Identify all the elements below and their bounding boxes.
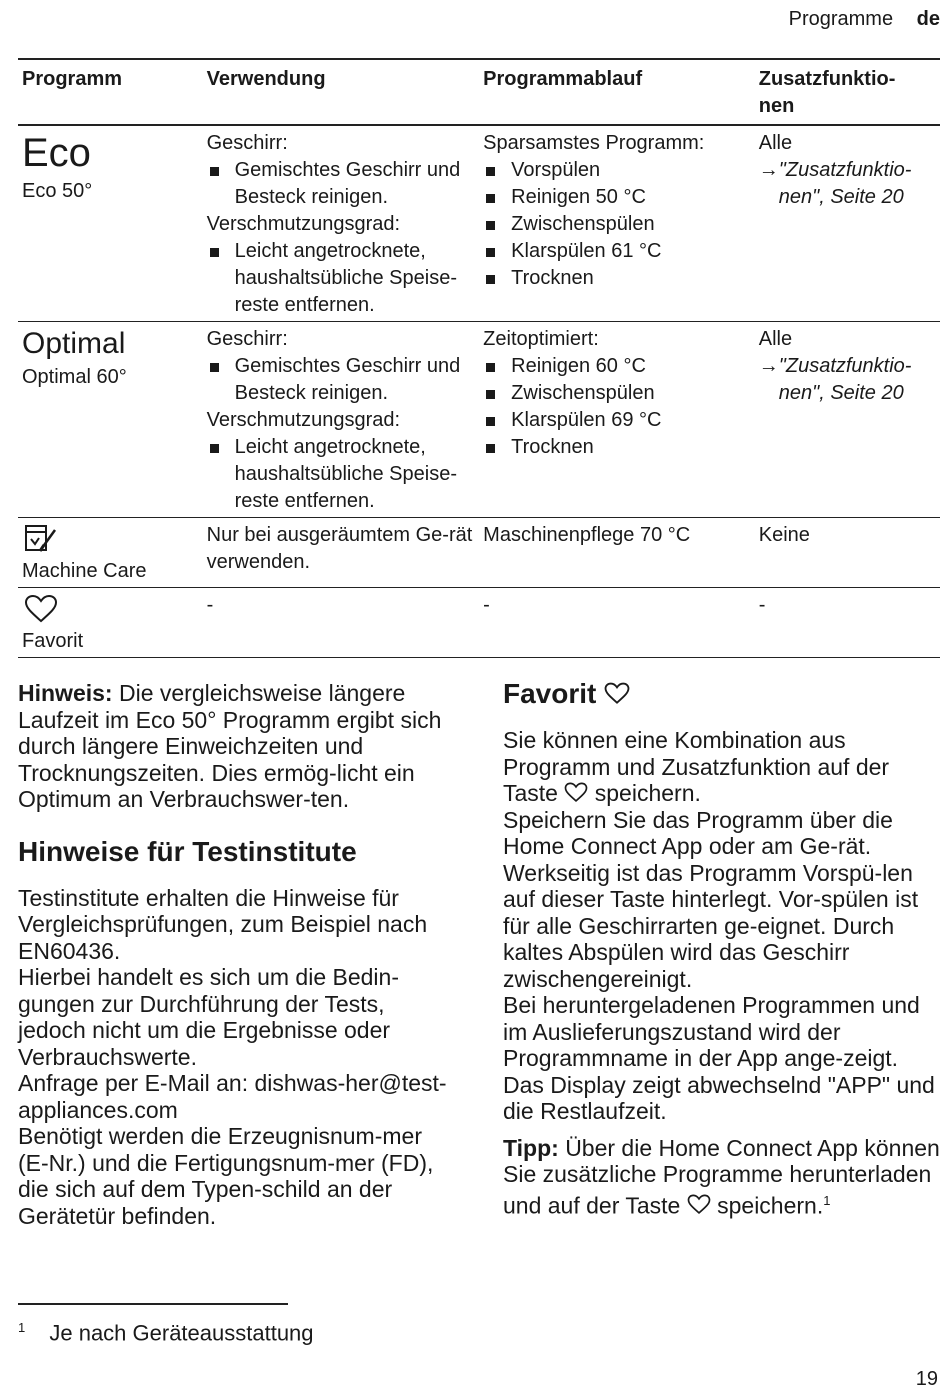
note-paragraph <box>18 680 458 813</box>
eco-symbol: Eco <box>22 131 91 175</box>
use-label: Geschirr: <box>206 132 288 154</box>
section-heading: Hinweise für Testinstitute <box>18 835 357 867</box>
use-label: Verschmutzungsgrad: <box>206 409 401 431</box>
program-cell <box>18 125 203 322</box>
list-item: Trocknen <box>483 434 751 461</box>
flow-cell <box>479 322 755 518</box>
left-column <box>18 680 458 1229</box>
footnote-text: Je nach Geräteausstattung <box>49 1320 314 1346</box>
table-row <box>18 518 940 588</box>
paragraph: Bei heruntergeladenen Programmen und im Auslieferungszustand wird der Programmname in der App ange-zeigt. Das Display zeigt abwechselnd "APP" und die Restlaufzeit. <box>503 992 935 1124</box>
paragraph: Benötigt werden die Erzeugnisnum-mer (E-Nr.) und die Fertigungsnum-mer (FD), die sich auf dem Typen-schild an der Gerätetür befinden. <box>18 1123 434 1229</box>
list-item: Reinigen 60 °C <box>483 353 751 380</box>
paragraph <box>503 727 943 807</box>
flow-label: Zeitoptimiert: <box>483 328 599 350</box>
heading-text: Favorit <box>503 678 597 709</box>
paragraph-text: Sie können eine Kombination aus Programm und Zusatzfunktion auf der Taste <box>503 727 890 806</box>
table-header-row <box>18 59 940 125</box>
right-column <box>503 677 943 1219</box>
column-header-flow: Programmablauf <box>483 68 643 90</box>
paragraph: Hierbei handelt es sich um die Bedin-gungen zur Durchführung der Tests, jedoch nicht um die Ergebnisse oder Verbrauchswerte. <box>18 964 399 1070</box>
use-cell <box>203 322 480 518</box>
flow-label: Sparsamstes Programm: <box>483 132 705 154</box>
flow-cell: Maschinenpflege 70 °C <box>483 524 691 546</box>
list-item: Zwischenspülen <box>483 380 751 407</box>
paragraph: Speichern Sie das Programm über die Home Connect App oder am Ge-rät. <box>503 806 893 859</box>
arrow-right-icon: → <box>758 355 779 377</box>
program-name: Machine Care <box>22 560 147 582</box>
list-item: Gemischtes Geschirr und Besteck reinigen. <box>207 353 476 407</box>
language-code: de <box>916 8 940 30</box>
page-header <box>789 8 940 31</box>
heart-icon <box>687 1192 711 1218</box>
optimal-symbol: Optimal <box>22 327 126 360</box>
section-title: Programme <box>788 8 894 30</box>
use-label: Verschmutzungsgrad: <box>206 213 401 235</box>
note-text: Die vergleichsweise längere Laufzeit im Eco 50° Programm ergibt sich durch längere Einweichzeiten und Trocknungszeiten. Dies ermög-licht ein Optimum an Verbrauchswer-ten. <box>18 680 442 812</box>
list-item: Zwischenspülen <box>483 211 751 238</box>
list-item: Klarspülen 61 °C <box>483 238 751 265</box>
paragraph: Werkseitig ist das Programm Vorspü-len auf dieser Taste hinterlegt. Vor-spülen ist für alle Geschirrarten ge-eignet. Durch kaltes Abspülen wird das Geschirr zwischengereinigt. <box>503 859 919 992</box>
table-row <box>18 125 940 322</box>
heart-icon <box>564 780 588 806</box>
program-cell <box>18 518 203 588</box>
column-header-use: Verwendung <box>206 68 326 90</box>
tip-label: Tipp: <box>503 1134 559 1161</box>
tip-text: Über die Home Connect App können Sie zusätzliche Programme herunterladen und auf der Taste <box>503 1134 940 1219</box>
extras-value: Alle <box>758 132 793 154</box>
extras-value: Alle <box>758 328 793 350</box>
footnote-divider <box>18 1303 288 1305</box>
use-cell: - <box>206 594 214 616</box>
heart-icon <box>22 594 199 624</box>
footnote-marker: 1 <box>823 1192 831 1208</box>
list-item: Reinigen 50 °C <box>483 184 751 211</box>
program-name: Optimal 60° <box>22 366 127 388</box>
use-label: Geschirr: <box>206 328 288 350</box>
paragraph-text: speichern. <box>594 780 701 806</box>
list-item: Trocknen <box>483 265 751 292</box>
page-number: 19 <box>915 1368 938 1390</box>
list-item: Leicht angetrocknete, haushaltsübliche Speise-reste entfernen. <box>207 434 476 515</box>
footnote-number: 1 <box>18 1320 26 1335</box>
column-header-program: Programm <box>22 68 123 90</box>
program-table <box>18 58 940 658</box>
extras-cell: - <box>758 594 766 616</box>
list-item: Klarspülen 69 °C <box>483 407 751 434</box>
table-row <box>18 588 940 658</box>
cross-reference-link[interactable]: "Zusatzfunktio-nen", Seite 20 <box>778 159 912 208</box>
section-heading <box>503 677 943 711</box>
use-cell: Nur bei ausgeräumtem Ge-rät verwenden. <box>206 524 473 573</box>
flow-cell: - <box>483 594 490 616</box>
footnote <box>18 1320 314 1346</box>
use-cell <box>203 125 480 322</box>
table-row <box>18 322 940 518</box>
program-cell <box>18 588 203 658</box>
email-paragraph: Anfrage per E-Mail an: dishwas-her@test-appliances.com <box>18 1070 447 1123</box>
column-header-extras: Zusatzfunktio- nen <box>758 68 896 117</box>
note-label: Hinweis: <box>18 680 113 706</box>
heart-icon <box>604 678 630 709</box>
arrow-right-icon: → <box>758 159 779 181</box>
list-item: Gemischtes Geschirr und Besteck reinigen. <box>207 157 476 211</box>
program-name: Eco 50° <box>22 180 93 202</box>
paragraph: Testinstitute erhalten die Hinweise für Vergleichsprüfungen, zum Beispiel nach EN60436. <box>18 884 428 964</box>
program-cell <box>18 322 203 518</box>
tip-paragraph <box>503 1135 943 1219</box>
tip-text: speichern. <box>717 1192 824 1219</box>
flow-cell <box>479 125 755 322</box>
list-item: Leicht angetrocknete, haushaltsübliche Speise-reste entfernen. <box>207 238 476 319</box>
cross-reference-link[interactable]: "Zusatzfunktio-nen", Seite 20 <box>778 355 912 404</box>
list-item: Vorspülen <box>483 157 751 184</box>
machine-care-icon <box>22 524 199 554</box>
extras-cell: Keine <box>758 524 810 546</box>
program-name: Favorit <box>22 630 84 652</box>
extras-cell <box>755 125 940 322</box>
extras-cell <box>755 322 940 518</box>
